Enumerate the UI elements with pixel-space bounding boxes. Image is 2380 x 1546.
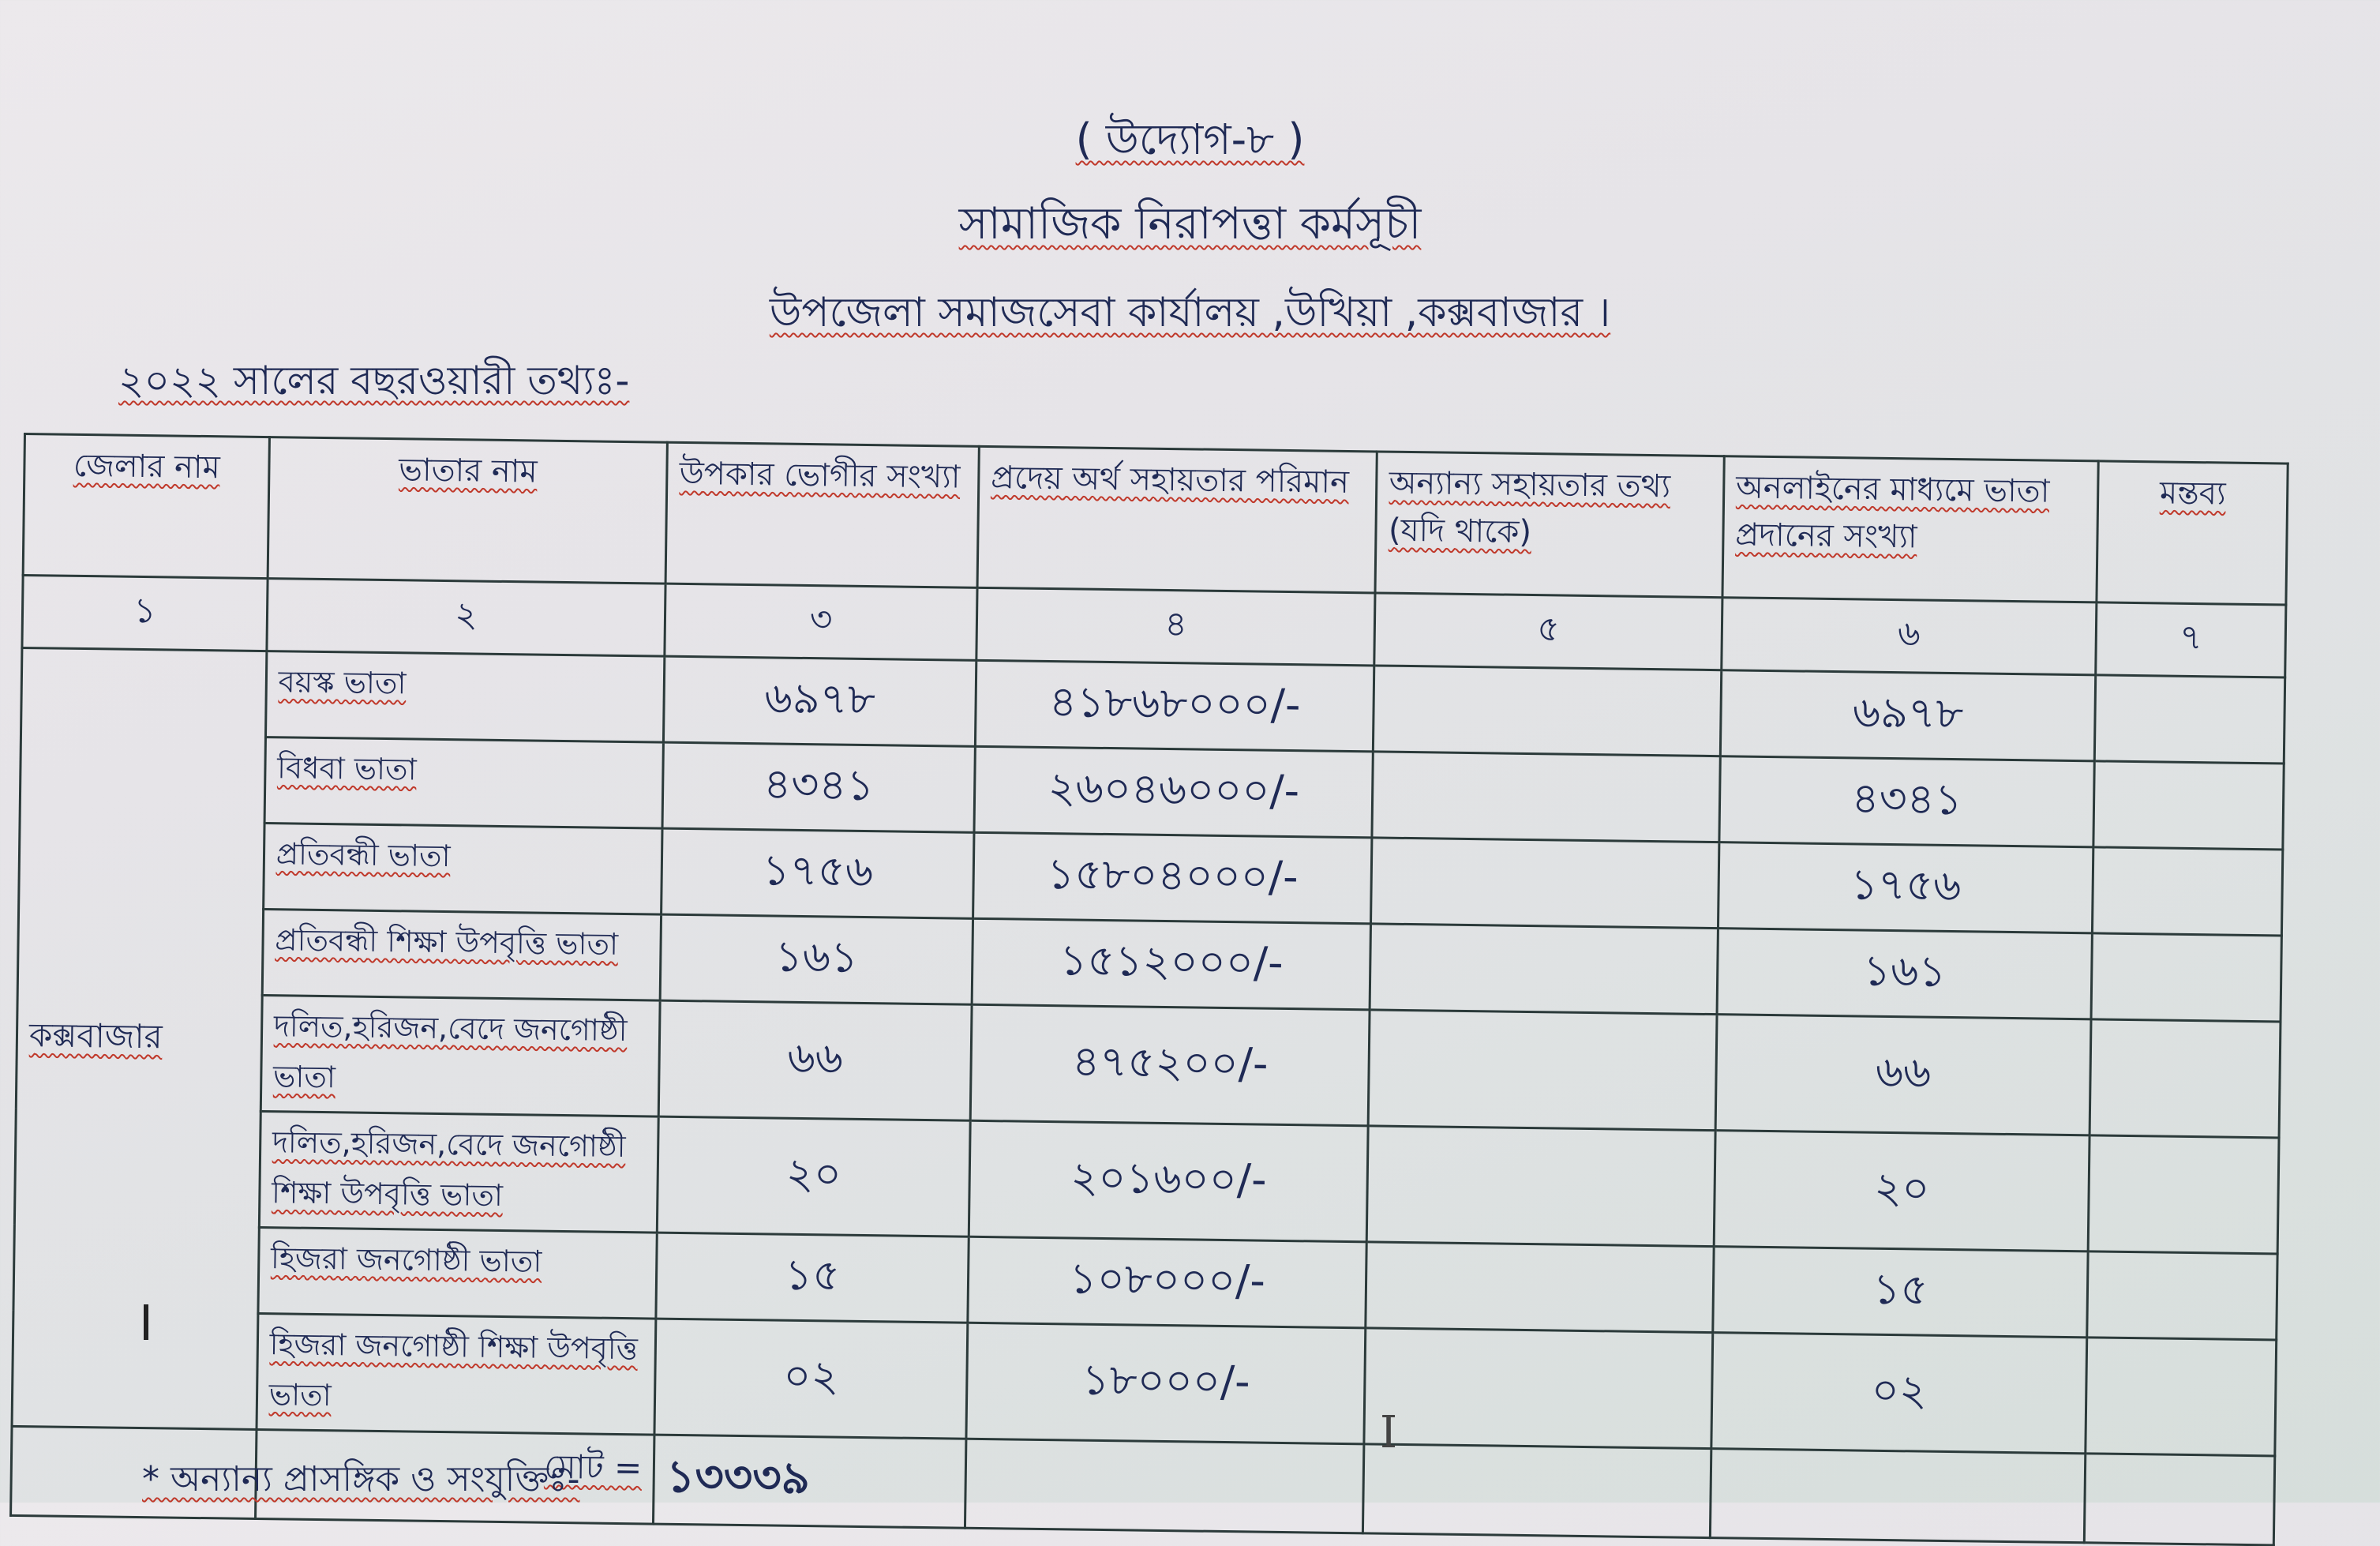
total-online-cell <box>1710 1449 2086 1543</box>
header-beneficiaries: উপকার ভোগীর সংখ্যা <box>665 442 979 587</box>
other-support-cell <box>1370 924 1718 1015</box>
allowance-name: প্রতিবন্ধী ভাতা <box>263 824 662 915</box>
page-title: সামাজিক নিরাপত্তা কর্মসূচী <box>958 198 1422 250</box>
allowance-name: দলিত,হরিজন,বেদে জনগোষ্ঠী শিক্ষা উপবৃত্তি ভাতা <box>259 1112 658 1233</box>
beneficiary-count: ১৫ <box>656 1233 969 1323</box>
remarks-cell <box>2088 1135 2279 1254</box>
beneficiary-count: ০২ <box>654 1319 967 1439</box>
district-cell: কক্সবাজার <box>12 647 267 1429</box>
total-remarks-cell <box>2085 1454 2275 1545</box>
other-support-cell <box>1372 752 1720 842</box>
online-count: ৪৩৪১ <box>1719 756 2095 847</box>
text-cursor-bar <box>144 1304 148 1340</box>
total-other-cell <box>1363 1444 1711 1538</box>
amount-value: ৪১৮৬৮০০০/- <box>975 660 1374 752</box>
year-heading: ২০২২ সালের বছরওয়ারী তথ্যঃ- <box>118 358 630 403</box>
online-count: ১৬১ <box>1717 929 2093 1019</box>
header-other-support: অন্যান্য সহায়তার তথ্য (যদি থাকে) <box>1375 452 1724 598</box>
total-amount-cell <box>965 1439 1364 1533</box>
other-support-cell <box>1364 1328 1712 1449</box>
beneficiary-count: ৪৩৪১ <box>662 742 975 832</box>
other-support-cell <box>1371 838 1719 929</box>
beneficiary-count: ১৬১ <box>660 914 973 1004</box>
other-support-cell <box>1366 1242 1714 1333</box>
online-count: ০২ <box>1711 1333 2087 1454</box>
remarks-cell <box>2090 1019 2281 1138</box>
ibeam-cursor-icon: I <box>1380 1407 1398 1458</box>
beneficiary-count: ৬৯৭৮ <box>664 656 976 746</box>
total-beneficiaries: ১৩৩৩৯ <box>654 1435 966 1528</box>
remarks-cell <box>2091 933 2281 1022</box>
column-number: ২ <box>267 579 666 657</box>
allowance-name: হিজরা জনগোষ্ঠী ভাতা <box>258 1227 658 1319</box>
header-amount: প্রদেয় অর্থ সহায়তার পরিমান <box>977 446 1377 593</box>
amount-value: ১৫৮০৪০০০/- <box>973 832 1372 924</box>
allowance-name: হিজরা জনগোষ্ঠী শিক্ষা উপবৃত্তি ভাতা <box>257 1313 656 1435</box>
online-count: ২০ <box>1714 1131 2090 1251</box>
remarks-cell <box>2087 1251 2277 1340</box>
amount-value: ২০১৬০০/- <box>969 1120 1369 1242</box>
other-support-cell <box>1374 666 1722 756</box>
beneficiary-count: ১৭৫৬ <box>662 828 974 918</box>
column-number: ৫ <box>1374 593 1722 670</box>
column-number: ১ <box>22 576 268 651</box>
remarks-cell <box>2095 675 2285 764</box>
beneficiary-count: ২০ <box>658 1116 970 1236</box>
other-support-cell <box>1369 1010 1717 1131</box>
header-online-count: অনলাইনের মাধ্যমে ভাতা প্রদানের সংখ্যা <box>1722 456 2099 602</box>
footer-note: * অন্যান্য প্রাসঙ্গিক ও সংযুক্তিঃ- <box>142 1459 580 1499</box>
beneficiary-count: ৬৬ <box>659 1000 972 1120</box>
amount-value: ১৮০০০/- <box>966 1323 1366 1444</box>
document-code: ( উদ্যোগ-৮ ) <box>1075 114 1305 164</box>
online-count: ৬৬ <box>1715 1015 2091 1135</box>
other-support-cell <box>1367 1126 1715 1247</box>
allowance-name: বিধবা ভাতা <box>264 737 664 829</box>
amount-value: ৪৭৫২০০/- <box>970 1004 1370 1126</box>
allowance-table <box>9 433 2289 1546</box>
remarks-cell <box>2086 1338 2277 1456</box>
amount-value: ১৫১২০০০/- <box>972 918 1371 1010</box>
allowance-name: বয়স্ক ভাতা <box>265 651 665 743</box>
header-allowance-name: ভাতার নাম <box>268 437 668 584</box>
column-number: ৩ <box>665 584 977 660</box>
remarks-cell <box>2093 847 2283 936</box>
amount-value: ২৬০৪৬০০০/- <box>974 746 1374 838</box>
allowance-name: দলিত,হরিজন,বেদে জনগোষ্ঠী ভাতা <box>260 996 660 1117</box>
column-number: ৭ <box>2096 602 2286 677</box>
allowance-name: প্রতিবন্ধী শিক্ষা উপবৃত্তি ভাতা <box>262 910 662 1001</box>
amount-value: ১০৮০০০/- <box>968 1236 1367 1328</box>
online-count: ১৭৫৬ <box>1718 842 2093 933</box>
total-label: মোট = <box>255 1429 654 1524</box>
online-count: ৬৯৭৮ <box>1720 670 2096 761</box>
column-number: ৬ <box>1722 598 2097 675</box>
office-subtitle: উপজেলা সমাজসেবা কার্যালয় ,উখিয়া ,কক্সবাজার । <box>769 289 1611 336</box>
header-remarks: মন্তব্য <box>2097 461 2288 605</box>
header-district: জেলার নাম <box>23 434 269 579</box>
remarks-cell <box>2093 761 2284 850</box>
online-count: ১৫ <box>1713 1247 2089 1338</box>
column-number: ৪ <box>976 587 1376 666</box>
